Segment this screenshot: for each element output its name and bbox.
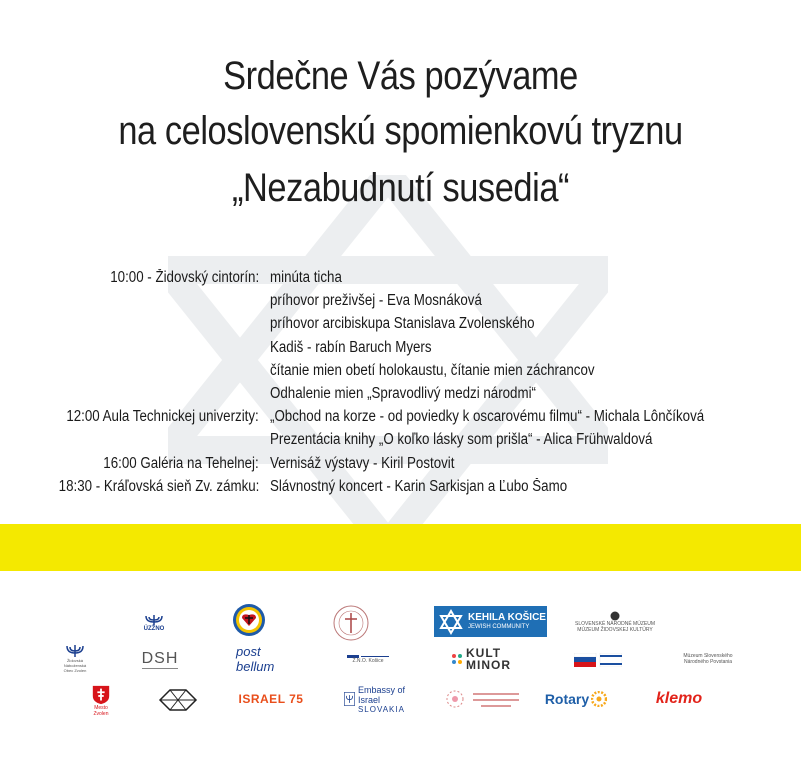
luther-rose-icon (232, 603, 266, 637)
klemo-logo (646, 685, 712, 713)
program-activity: Kadiš - rabín Baruch Myers (270, 338, 432, 356)
post-bellum-text: post bellum (236, 644, 275, 674)
kehila-kosice-logo (434, 606, 547, 637)
israel-75-logo (236, 687, 306, 711)
menorah-icon (143, 614, 165, 626)
program-activity: príhovor preživšej - Eva Mosnáková (270, 292, 482, 310)
program-row (0, 428, 801, 451)
program-row (0, 405, 801, 428)
kult-text: KULT (466, 646, 502, 660)
uzzno-text: ÚZŽNO (143, 626, 165, 632)
dsh-text: DSH (141, 649, 179, 667)
rotary-logo (538, 685, 614, 713)
mesto-zvolen-text: Mesto Zvolen (93, 705, 109, 717)
partner-logos (0, 571, 801, 765)
zno-kosice-logo (336, 645, 400, 673)
klemo-text: klemo (655, 690, 703, 707)
slovak-israeli-flags-logo (572, 647, 624, 673)
kult-minor-logo (450, 647, 512, 671)
ornament-logo (444, 687, 466, 711)
program-activity: príhovor arcibiskupa Stanislava Zvolenského (270, 315, 535, 333)
museum-snp-logo (678, 643, 738, 675)
dots-grid-icon (451, 653, 463, 665)
museum-snp-text: Múzeum Slovenského Národného Povstania (683, 653, 733, 665)
program-row (0, 382, 801, 405)
title-line-2: na celoslovenskú spomienkovú tryznu (118, 109, 683, 153)
museum-text: SLOVENSKÉ NÁRODNÉ MÚZEUM MÚZEUM ŽIDOVSKEJ KULTÚRY (574, 621, 655, 633)
program-activity: Prezentácia knihy „O koľko lásky som prišla“ - Alica Frühwaldová (270, 431, 653, 449)
seal-icon (332, 604, 370, 642)
kehila-subtitle: JEWISH COMMUNITY (468, 624, 530, 630)
minor-text: MINOR (466, 658, 511, 672)
program-row (0, 336, 801, 359)
rotary-text: Rotary (544, 691, 590, 707)
crystal-logo (152, 685, 204, 715)
kehila-title: KEHILA KOŠICE (468, 612, 546, 623)
zno-zvolen-text: Židovská Náboženská Obec Zvolen (63, 657, 87, 673)
israel-75-text: ISRAEL 75 (238, 692, 304, 706)
title-line-1: Srdečne Vás pozývame (223, 54, 578, 98)
ornament-icon (445, 689, 465, 709)
embassy-text: Embassy of Israel (357, 684, 405, 705)
program-time-place: 16:00 Galéria na Tehelnej: (103, 454, 259, 472)
city-coat-of-arms-icon (91, 685, 111, 705)
event-name: „Nezabudnutí susedia“ (231, 166, 570, 210)
program-row (0, 266, 801, 289)
star-icon (438, 609, 464, 635)
program-activity: Vernisáž výstavy - Kiril Postovit (270, 454, 455, 472)
flags-icon (574, 653, 622, 667)
dsh-logo (140, 647, 180, 671)
rotary-wheel-icon (591, 691, 607, 707)
post-bellum-logo (236, 644, 286, 674)
museum-emblem-icon (610, 611, 620, 621)
yellow-band (0, 524, 801, 571)
program-row (0, 452, 801, 475)
program-time-place: 12:00 Aula Technickej univerzity: (66, 408, 259, 426)
program-row (0, 475, 801, 498)
uzzno-logo (142, 609, 166, 637)
program-activity: Slávnostný koncert - Karin Sarkisjan a Ľubo Šamo (270, 477, 568, 495)
program-activity: čítanie mien obetí holokaustu, čítanie mien záchrancov (270, 361, 595, 379)
program-time-place: 10:00 - Židovský cintorín: (110, 269, 259, 286)
embassy-of-israel-logo (344, 685, 414, 713)
mesto-zvolen-logo (88, 685, 114, 717)
program-row (0, 289, 801, 312)
partner-text-logo (470, 687, 522, 713)
program-time-place: 18:30 - Kráľovská sieň Zv. zámku: (58, 477, 259, 495)
crystal-icon (154, 688, 202, 712)
menorah-emblem-icon (344, 690, 355, 708)
embassy-country-text: SLOVAKIA (357, 704, 405, 714)
archdiocese-seal (331, 603, 371, 643)
snm-museum-logo (570, 609, 660, 635)
menorah-icon (65, 644, 85, 658)
program-row (0, 312, 801, 335)
zno-zvolen-logo (62, 641, 88, 675)
program-activity: Odhalenie mien „Spravodlivý medzi národmi“ (270, 384, 536, 402)
program-row (0, 359, 801, 382)
luther-rose-logo (231, 602, 267, 638)
program-activity: „Obchod na korze - od poviedky k oscarovému filmu“ - Michala Lônčíková (270, 408, 705, 426)
program-activity: minúta ticha (270, 269, 342, 286)
zno-kosice-text: Ž.N.O. Košice (352, 657, 384, 664)
program-schedule (0, 266, 801, 498)
